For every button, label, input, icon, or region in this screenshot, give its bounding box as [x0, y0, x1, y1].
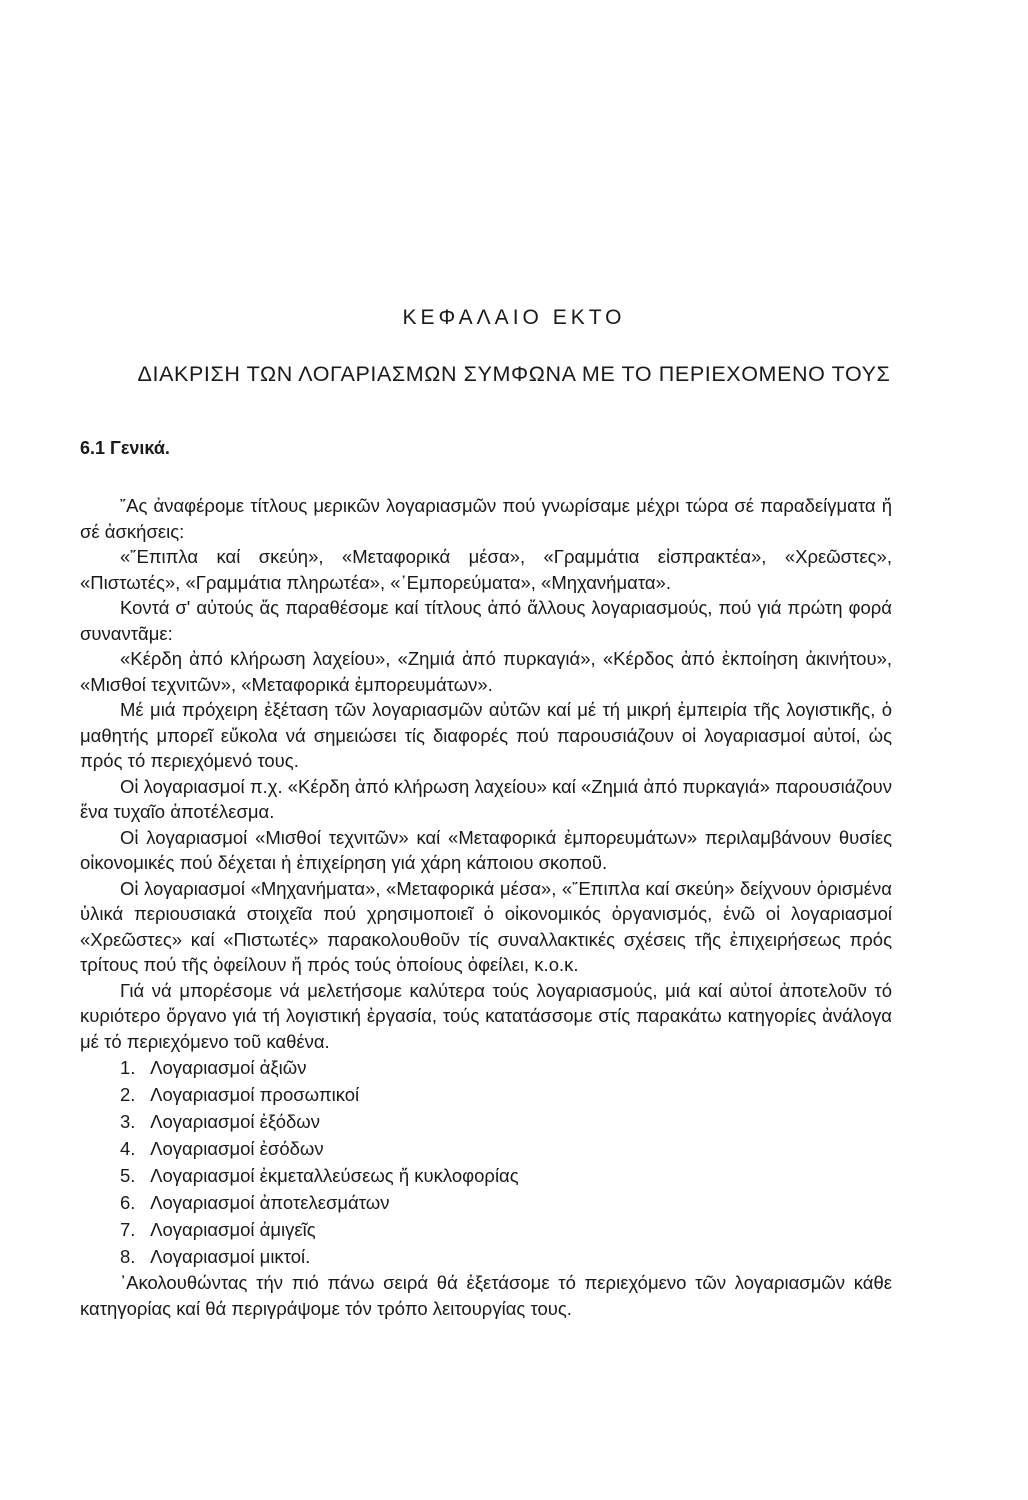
list-label: Λογαριασμοί ἀμιγεῖς: [150, 1219, 316, 1240]
body-text: [80, 493, 892, 1321]
paragraph: Οἱ λογαριασμοί «Μηχανήματα», «Μεταφορικά μέσα», «῎Επιπλα καί σκεύη» δείχνουν ὁρισμένα ὑλικά περιουσιακά στοιχεῖα πού χρησιμοποιεῖ ὁ οἰκονομικός ὀργανισμός, ἐνῶ οἱ λογαριασμοί «Χρεῶστες» καί «Πιστωτές» παρακολουθοῦν τίς συναλλακτικές σχέσεις τῆς ἐπιχειρήσεως πρός τρίτους πού τῆς ὀφείλουν ἤ πρός τούς ὁποίους ὀφείλει, κ.ο.κ.: [80, 877, 892, 975]
paragraph: Γιά νά μπορέσομε νά μελετήσομε καλύτερα τούς λογαριασμούς, μιά καί αὐτοί ἀποτελοῦν τό κυριότερο ὄργανο γιά τή λογιστική ἐργασία, τούς κατατάσσομε στίς παρακάτω κατηγορίες ἀνάλογα μέ τό περιεχόμενο τοῦ καθένα.: [80, 979, 892, 1052]
paragraph: Κοντά σ' αὐτούς ἄς παραθέσομε καί τίτλους ἀπό ἄλλους λογαριασμούς, πού γιά πρώτη φορά συναντᾶμε:: [80, 597, 892, 644]
chapter-title: ΔΙΑΚΡΙΣΗ ΤΩΝ ΛΟΓΑΡΙΑΣΜΩΝ ΣΥΜΦΩΝΑ ΜΕ ΤΟ ΠΕΡΙΕΧΟΜΕΝΟ ΤΟΥΣ: [137, 362, 891, 386]
list-label: Λογαριασμοί προσωπικοί: [150, 1084, 360, 1105]
list-label: Λογαριασμοί ἐκμεταλλεύσεως ἤ κυκλοφορίας: [150, 1165, 519, 1186]
list-number: 4.: [120, 1138, 136, 1159]
paragraph: «῎Επιπλα καί σκεύη», «Μεταφορικά μέσα», «Γραμμάτια εἰσπρακτέα», «Χρεῶστες», «Πιστωτές», «Γραμμάτια πληρωτέα», «᾿Εμπορεύματα», «Μηχανήματα».: [80, 546, 892, 593]
list-item: [120, 1243, 892, 1270]
paragraph: Μέ μιά πρόχειρη ἐξέταση τῶν λογαριασμῶν αὐτῶν καί μέ τή μικρή ἐμπειρία τῆς λογιστικῆς, ὁ μαθητής μπορεῖ εὔκολα νά σημειώσει τίς διαφορές πού παρουσιάζουν οἱ λογαριασμοί αὐτοί, ὡς πρός τό περιεχόμενό τους.: [80, 699, 892, 771]
paragraph: «Κέρδη ἀπό κλήρωση λαχείου», «Ζημιά ἀπό πυρκαγιά», «Κέρδος ἀπό ἐκποίηση ἀκινήτου», «Μισθοί τεχνιτῶν», «Μεταφορικά ἐμπορευμάτων».: [80, 648, 892, 695]
account-categories-list: [80, 1054, 892, 1270]
paragraph: ῎Ας ἀναφέρομε τίτλους μερικῶν λογαριασμῶν πού γνωρίσαμε μέχρι τώρα σέ παραδείγματα ἤ σέ ἀσκήσεις:: [80, 495, 892, 542]
list-number: 2.: [120, 1084, 136, 1105]
list-item: [120, 1162, 892, 1189]
list-item: [120, 1216, 892, 1243]
closing-paragraph: ᾿Ακολουθώντας τήν πιό πάνω σειρά θά ἐξετάσομε τό περιεχόμενο τῶν λογαριασμῶν κάθε κατηγορίας καί θά περιγράψομε τόν τρόπο λειτουργίας τους.: [80, 1272, 892, 1319]
list-number: 8.: [120, 1246, 136, 1267]
list-item: [120, 1054, 892, 1081]
list-item: [120, 1081, 892, 1108]
list-number: 3.: [120, 1111, 136, 1132]
list-label: Λογαριασμοί ἐσόδων: [150, 1138, 324, 1159]
list-number: 7.: [120, 1219, 136, 1240]
list-number: 6.: [120, 1192, 136, 1213]
list-label: Λογαριασμοί μικτοί.: [150, 1246, 311, 1267]
section-heading: 6.1 Γενικά.: [80, 438, 170, 458]
list-label: Λογαριασμοί ἐξόδων: [150, 1111, 320, 1132]
paragraph: Οἱ λογαριασμοί π.χ. «Κέρδη ἀπό κλήρωση λαχείου» καί «Ζημιά ἀπό πυρκαγιά» παρουσιάζουν ἕνα τυχαῖο ἀποτέλεσμα.: [80, 775, 892, 822]
list-number: 5.: [120, 1165, 136, 1186]
paragraph: Οἱ λογαριασμοί «Μισθοί τεχνιτῶν» καί «Μεταφορικά ἐμπορευμάτων» περιλαμβάνουν θυσίες οἰκονομικές πού δέχεται ἡ ἐπιχείρηση γιά χάρη κάποιου σκοποῦ.: [80, 826, 892, 873]
list-item: [120, 1189, 892, 1216]
list-item: [120, 1108, 892, 1135]
chapter-heading: ΚΕΦΑΛΑΙΟ ΕΚΤΟ: [402, 306, 626, 329]
list-label: Λογαριασμοί ἀποτελεσμάτων: [150, 1192, 390, 1213]
list-number: 1.: [120, 1057, 136, 1078]
list-item: [120, 1135, 892, 1162]
list-label: Λογαριασμοί ἀξιῶν: [150, 1057, 307, 1078]
